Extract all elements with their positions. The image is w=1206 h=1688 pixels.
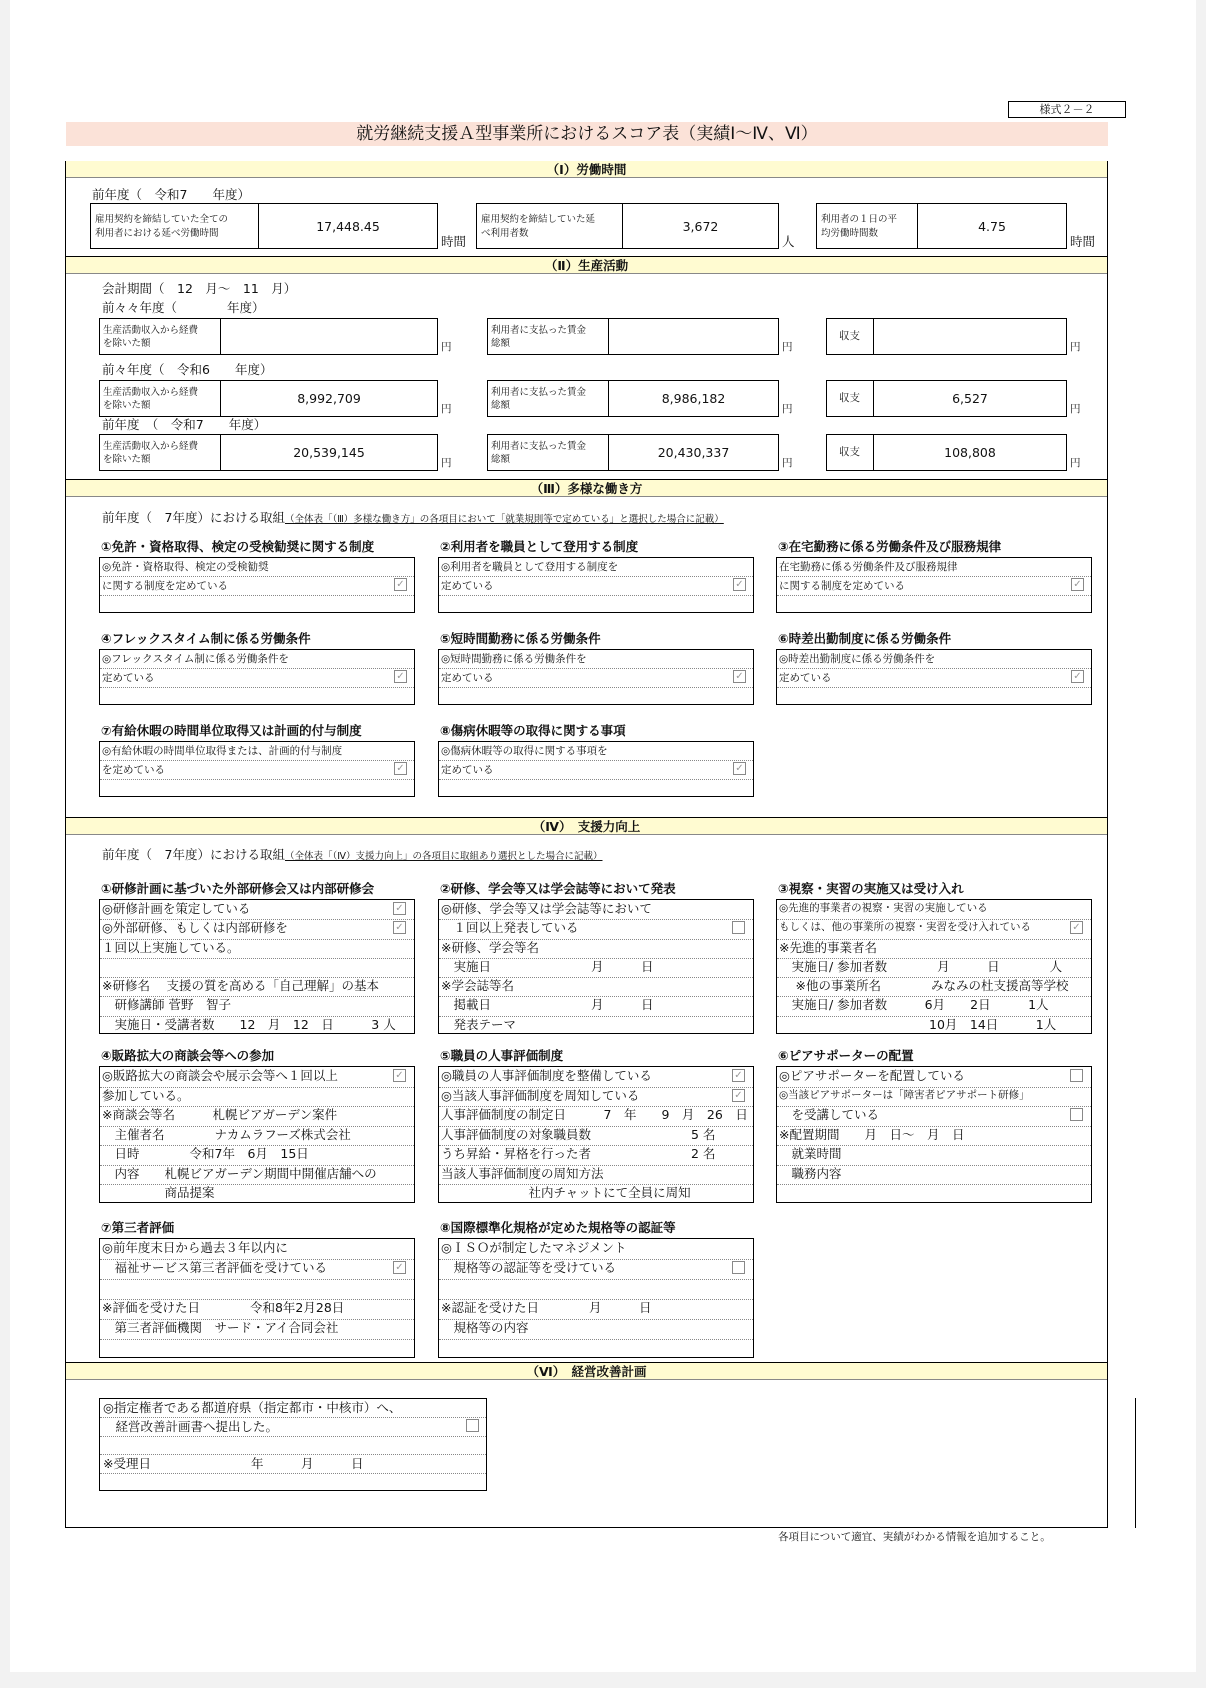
s1-field-total-hours: 雇用契約を締結していた全ての 利用者における延べ労働時間 17,448.45 <box>90 203 438 249</box>
s4-item-box: ◎職員の人事評価制度を整備している ✓ ◎当該人事評価制度を周知している ✓ 人事評価制度の制定日 7 年 9 月 26 日 人事評価制度の対象職員数 5 名 うち昇給・昇格を行った者 2 名 当該人事評価制度の周知方法 社内チャットにて全員に周知 <box>438 1066 754 1203</box>
s3-item-box: ◎利用者を職員として登用する制度を 定めている ✓ <box>438 557 754 613</box>
s2-wages-value: 8,986,182 <box>661 391 726 406</box>
s3-item-checkbox[interactable] <box>733 762 746 775</box>
s1-field-avg-hours: 利用者の１日の平 均労働時間数 4.75 <box>816 203 1067 249</box>
section-header-4: （Ⅳ） 支援力向上 <box>66 818 1107 835</box>
s4-item-box: ◎ピアサポーターを配置している ◎当該ピアサポーターは「障害者ピアサポート研修」 を受講している ※配置期間 月 日～ 月 日 就業時間 職務内容 <box>776 1066 1092 1203</box>
s3-item-box: ◎フレックスタイム制に係る労働条件を 定めている ✓ <box>99 649 415 705</box>
s4-item-title: ④販路拡大の商談会等への参加 <box>101 1048 275 1063</box>
s4-item-checkbox[interactable] <box>1070 1069 1083 1082</box>
s4-item-title: ⑤職員の人事評価制度 <box>440 1048 564 1063</box>
s2-income-value: 20,539,145 <box>293 445 365 460</box>
s3-item-box: 在宅勤務に係る労働条件及び服務規律 に関する制度を定めている ✓ <box>776 557 1092 613</box>
s2-wages-value: 20,430,337 <box>657 445 730 460</box>
s3-intro: 前年度（ 7年度）における取組（全体表「（Ⅲ）多様な働き方」の各項目において「就業規則等で定めている」と選択した場合に記載） <box>102 510 724 525</box>
s3-item-checkbox[interactable] <box>1071 670 1084 683</box>
s2-wages-field: 利用者に支払った賃金 総額 8,986,182 <box>487 380 779 417</box>
s3-item-checkbox[interactable] <box>394 670 407 683</box>
footer-note: 各項目について適宜、実績がわかる情報を追加すること。 <box>778 1531 1051 1543</box>
s2-balance-field: 収支 6,527 <box>826 380 1067 417</box>
s4-item-checkbox[interactable] <box>732 1089 745 1102</box>
s3-item-title: ③在宅勤務に係る労働条件及び服務規律 <box>778 539 1002 554</box>
s3-item-checkbox[interactable] <box>394 578 407 591</box>
s4-item-checkbox[interactable] <box>393 921 406 934</box>
s4-item-title: ①研修計画に基づいた外部研修会又は内部研修会 <box>101 881 375 896</box>
s4-item-box: ◎ＩＳＯが制定したマネジメント 規格等の認証等を受けている ※認証を受けた日 月 日 規格等の内容 <box>438 1238 754 1358</box>
s2-year-label: 前々年度（ 令和6 年度） <box>102 362 273 377</box>
s4-item-box: ◎先進的事業者の視察・実習の実施している もしくは、他の事業所の視察・実習を受け入れている ✓ ※先進的事業者名 実施日/ 参加者数 月 日 人 ※他の事業所名 みなみの杜支援高等学校 実施日/ 参加者数 6月 2日 1人 10月 14日 1人 <box>776 899 1092 1034</box>
s1-avg-hours-value: 4.75 <box>978 219 1006 234</box>
s4-item-title: ②研修、学会等又は学会誌等において発表 <box>440 881 676 896</box>
s4-item-box: ◎研修、学会等又は学会誌等において １回以上発表している ※研修、学会等名 実施日 月 日 ※学会誌等名 掲載日 月 日 発表テーマ <box>438 899 754 1034</box>
s2-balance-value: 108,808 <box>944 445 996 460</box>
s3-item-box: ◎有給休暇の時間単位取得または、計画的付与制度 を定めている ✓ <box>99 741 415 797</box>
s4-item-box: ◎前年度末日から過去３年以内に 福祉サービス第三者評価を受けている ✓ ※評価を受けた日 令和8年2月28日 第三者評価機関 サード・アイ合同会社 <box>99 1238 415 1358</box>
s4-item-checkbox[interactable] <box>732 1069 745 1082</box>
form-id: 様式２－２ <box>1008 101 1126 118</box>
section-header-1: （Ⅰ）労働時間 <box>66 161 1107 178</box>
s4-intro: 前年度（ 7年度）における取組（全体表「（Ⅳ）支援力向上」の各項目に取組あり選択とした場合に記載） <box>102 847 603 862</box>
s6-box: ◎指定権者である都道府県（指定都市・中核市）へ、 経営改善計画書へ提出した。 ※受理日 年 月 日 <box>99 1398 487 1491</box>
s3-item-title: ⑥時差出勤制度に係る労働条件 <box>778 631 952 646</box>
s1-field-total-users: 雇用契約を締結していた延 べ利用者数 3,672 <box>476 203 779 249</box>
s4-item-checkbox[interactable] <box>732 1261 745 1274</box>
s3-item-checkbox[interactable] <box>733 670 746 683</box>
s4-item-checkbox[interactable] <box>393 902 406 915</box>
s2-wages-field: 利用者に支払った賃金 総額 20,430,337 <box>487 434 779 471</box>
s4-item-title: ③視察・実習の実施又は受け入れ <box>778 881 964 896</box>
s3-item-title: ⑧傷病休暇等の取得に関する事項 <box>440 723 626 738</box>
s6-checkbox[interactable] <box>466 1419 479 1432</box>
s2-balance-field: 収支 108,808 <box>826 434 1067 471</box>
s2-income-value: 8,992,709 <box>297 391 361 406</box>
s3-item-title: ⑤短時間勤務に係る労働条件 <box>440 631 601 646</box>
s2-period: 会計期間（ 12 月～ 11 月） <box>102 281 297 296</box>
s3-item-title: ④フレックスタイム制に係る労働条件 <box>101 631 311 646</box>
s3-item-title: ⑦有給休暇の時間単位取得又は計画的付与制度 <box>101 723 362 738</box>
section-header-6: （Ⅵ） 経営改善計画 <box>66 1363 1107 1380</box>
s3-item-checkbox[interactable] <box>733 578 746 591</box>
s2-wages-field: 利用者に支払った賃金 総額 <box>487 318 779 355</box>
s4-item-checkbox[interactable] <box>393 1261 406 1274</box>
s3-item-checkbox[interactable] <box>1071 578 1084 591</box>
s1-total-users-value: 3,672 <box>682 219 719 234</box>
s2-year-label: 前々々年度（ 年度） <box>102 300 265 315</box>
s2-income-field: 生産活動収入から経費 を除いた額 8,992,709 <box>99 380 438 417</box>
s3-item-box: ◎時差出勤制度に係る労働条件を 定めている ✓ <box>776 649 1092 705</box>
document-page: 様式２－２ 就労継続支援Ａ型事業所におけるスコア表（実績Ⅰ～Ⅳ、Ⅵ） （Ⅰ）労働時間 前年度（ 令和7 年度） 雇用契約を締結していた全ての 利用者における延べ労働時間 17,448.45 時間 雇用契約を締結していた延 べ利用者数 3,672 人 利用者の１日の平 均労働時間数 4.75 時間 （Ⅱ）生産活動 会計期間（ 12 月～ 11 月） 前々々年度（ 年度） 生産活動収入から経費 を除いた額 円 利用者に支払った賃金 総額 円 収支 円 前々年度（ 令和6 年度） 生産活動収入から経費 を除いた額 8,992,709 円 利用者に支払った賃金 総額 8,986,182 円 収支 6,527 円 前年度 （ 令和7 年度） 生産活動収入から経費 を除いた額 20,539,145 円 利用者に支払った賃金 総額 20,430,337 円 収支 108,808 円 （Ⅲ）多様な働き方 前年度（ 7年度）における取組（全体表「（Ⅲ）多様な働き方」の各項目において「就業規則等で定めている」と選択した場合に記載） ①免許・資格取得、検定の受検勧奨に関する制度 ◎免許・資格取得、検定の受検勧奨 に関する制度を定めている ✓ ②利用者を職員として登用する制度 ◎利用者を職員として登用する制度を 定めている ✓ ③在宅勤務に係る労働条件及び服務規律 在宅勤務に係る労働条件及び服務規律 に関する制度を定めている ✓ ④フレックスタイム制に係る労働条件 ◎フレックスタイム制に係る労働条件を 定めている ✓ ⑤短時間勤務に係る労働条件 ◎短時間勤務に係る労働条件を 定めている ✓ ⑥時差出勤制度に係る労働条件 ◎時差出勤制度に係る労働条件を 定めている ✓ ⑦有給休暇の時間単位取得又は計画的付与制度 ◎有給休暇の時間単位取得または、計画的付与制度 を定めている ✓ ⑧傷病休暇等の取得に関する事項 ◎傷病休暇等の取得に関する事項を 定めている ✓ （Ⅳ） 支援力向上 前年度（ 7年度）における取組（全体表「（Ⅳ）支援力向上」の各項目に取組あり選択とした場合に記載） ①研修計画に基づいた外部研修会又は内部研修会 ◎研修計画を策定している ✓ ◎外部研修、もしくは内部研修を ✓ １回以上実施している。 ※研修名 支援の質を高める「自己理解」の基本 研修講師 菅野 智子 実施日・受講者数 12 月 12 日 3 人 ②研修、学会等又は学会誌等において発表 ◎研修、学会等又は学会誌等において １回以上発表している ※研修、学会等名 実施日 月 日 ※学会誌等名 掲載日 月 日 発表テーマ ③視察・実習の実施又は受け入れ ◎先進的事業者の視察・実習の実施している もしくは、他の事業所の視察・実習を受け入れている ✓ ※先進的事業者名 実施日/ 参加者数 月 日 人 ※他の事業所名 みなみの杜支援高等学校 実施日/ 参加者数 6月 2日 1人 10月 14日 1人 ④販路拡大の商談会等への参加 ◎販路拡大の商談会や展示会等へ１回以上 ✓ 参加している。 ※商談会等名 札幌ビアガーデン案件 主催者名 ナカムラフーズ株式会社 日時 令和7年 6月 15日 内容 札幌ビアガーデン期間中開催店舗への 商品提案 ⑤職員の人事評価制度 ◎職員の人事評価制度を整備している ✓ ◎当該人事評価制度を周知している ✓ 人事評価制度の制定日 7 年 9 月 26 日 人事評価制度の対象職員数 5 名 うち昇給・昇格を行った者 2 名 当該人事評価制度の周知方法 社内チャットにて全員に周知 ⑥ピアサポーターの配置 ◎ピアサポーターを配置している ◎当該ピアサポーターは「障害者ピアサポート研修」 を受講している ※配置期間 月 日～ 月 日 就業時間 職務内容 ⑦第三者評価 ◎前年度末日から過去３年以内に 福祉サービス第三者評価を受けている ✓ ※評価を受けた日 令和8年2月28日 第三者評価機関 サード・アイ合同会社 ⑧国際標準化規格が定めた規格等の認証等 ◎ＩＳＯが制定したマネジメント 規格等の認証等を受けている ※認証を受けた日 月 日 規格等の内容 （Ⅵ） 経営改善計画 ◎指定権者である都道府県（指定都市・中核市）へ、 経営改善計画書へ提出した。 ※受理日 年 月 日 各項目について適宜、実績がわかる情報を追加すること。 <box>10 0 1196 1672</box>
document-title: 就労継続支援Ａ型事業所におけるスコア表（実績Ⅰ～Ⅳ、Ⅵ） <box>66 122 1108 146</box>
s4-item-checkbox[interactable] <box>393 1069 406 1082</box>
s2-balance-value: 6,527 <box>952 391 988 406</box>
s3-item-checkbox[interactable] <box>394 762 407 775</box>
s1-prev-year: 前年度（ 令和7 年度） <box>92 187 250 202</box>
s3-item-box: ◎短時間勤務に係る労働条件を 定めている ✓ <box>438 649 754 705</box>
section-header-3: （Ⅲ）多様な働き方 <box>66 480 1107 497</box>
section-header-2: （Ⅱ）生産活動 <box>66 257 1107 274</box>
s4-item-checkbox[interactable] <box>1070 1108 1083 1121</box>
s4-item-title: ⑦第三者評価 <box>101 1220 175 1235</box>
s2-year-label: 前年度 （ 令和7 年度） <box>102 417 267 432</box>
s1-total-hours-value: 17,448.45 <box>316 219 380 234</box>
s3-item-box: ◎傷病休暇等の取得に関する事項を 定めている ✓ <box>438 741 754 797</box>
s2-income-field: 生産活動収入から経費 を除いた額 20,539,145 <box>99 434 438 471</box>
s2-income-field: 生産活動収入から経費 を除いた額 <box>99 318 438 355</box>
s2-balance-field: 収支 <box>826 318 1067 355</box>
s3-item-title: ①免許・資格取得、検定の受検勧奨に関する制度 <box>101 539 375 554</box>
s4-item-title: ⑥ピアサポーターの配置 <box>778 1048 914 1063</box>
s4-item-title: ⑧国際標準化規格が定めた規格等の認証等 <box>440 1220 676 1235</box>
s3-item-title: ②利用者を職員として登用する制度 <box>440 539 639 554</box>
s4-item-checkbox[interactable] <box>732 921 745 934</box>
s3-item-box: ◎免許・資格取得、検定の受検勧奨 に関する制度を定めている ✓ <box>99 557 415 613</box>
s4-item-box: ◎研修計画を策定している ✓ ◎外部研修、もしくは内部研修を ✓ １回以上実施している。 ※研修名 支援の質を高める「自己理解」の基本 研修講師 菅野 智子 実施日・受講者数 12 月 12 日 3 人 <box>99 899 415 1034</box>
s4-item-checkbox[interactable] <box>1070 921 1083 934</box>
s4-item-box: ◎販路拡大の商談会や展示会等へ１回以上 ✓ 参加している。 ※商談会等名 札幌ビアガーデン案件 主催者名 ナカムラフーズ株式会社 日時 令和7年 6月 15日 内容 札幌ビアガーデン期間中開催店舗への 商品提案 <box>99 1066 415 1203</box>
